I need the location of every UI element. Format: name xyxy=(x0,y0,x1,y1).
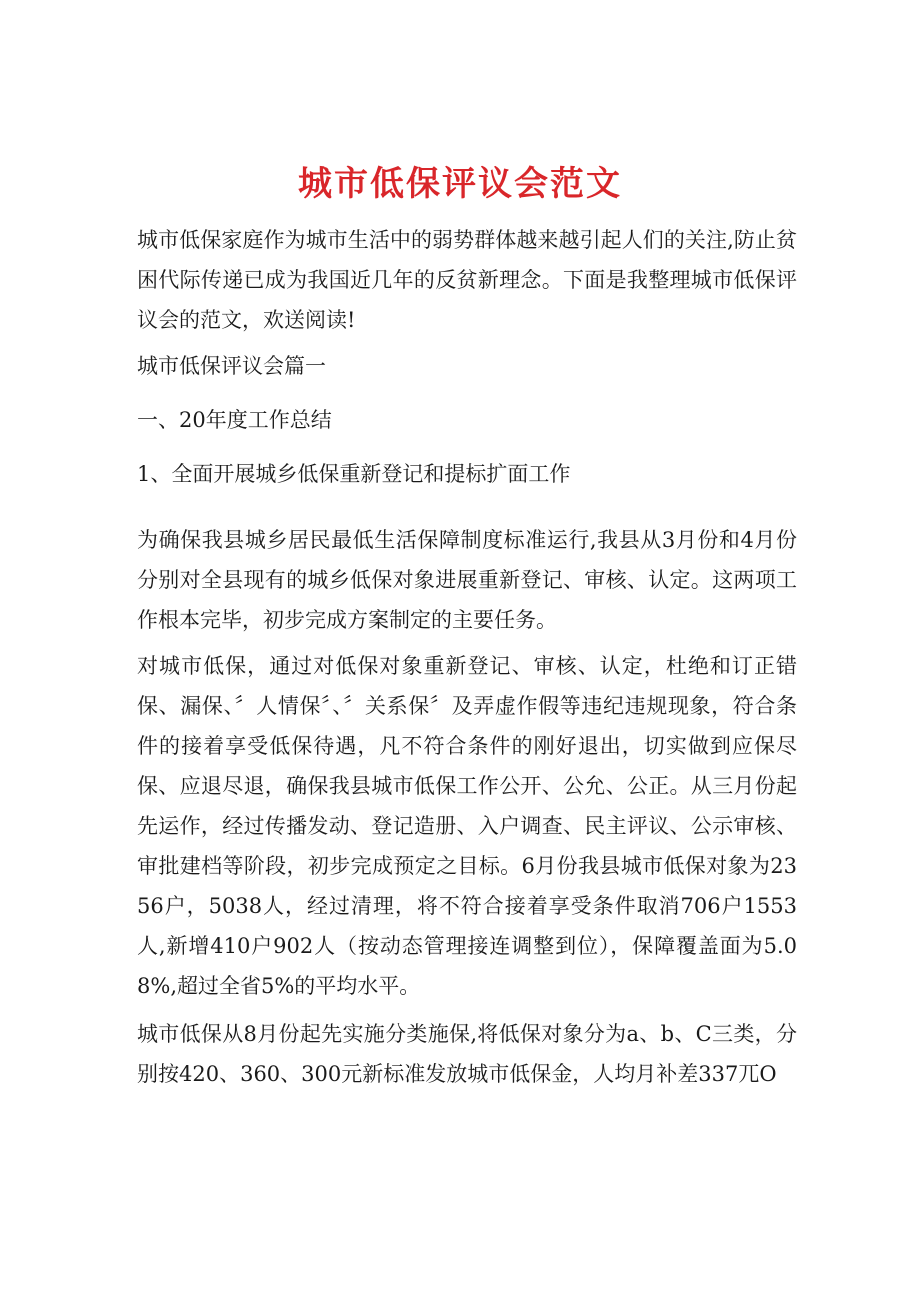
subsection-heading: 一、20年度工作总结 xyxy=(137,408,332,432)
body-paragraph: 城市低保从8月份起先实施分类施保,将低保对象分为a、b、C三类，分别按420、360、300元新标准发放城市低保金，人均月补差337兀O xyxy=(137,1022,797,1086)
body-paragraph: 为确保我县城乡居民最低生活保障制度标准运行,我县从3月份和4月份分别对全县现有的城乡低保对象进展重新登记、审核、认定。这两项工作根本完毕，初步完成方案制定的主要任务。 xyxy=(137,528,797,632)
body-paragraph: 对城市低保，通过对低保对象重新登记、审核、认定，杜绝和订正错保、漏保、〞人情保〞、〞关系保〞及弄虚作假等违纪违规现象，符合条件的接着享受低保待遇，凡不符合条件的刚好退出，切实做到应保尽保、应退尽退，确保我县城市低保工作公开、公允、公正。从三月份起先运作，经过传播发动、登记造册、入户调查、民主评议、公示审核、审批建档等阶段，初步完成预定之目标。6月份我县城市低保对象为2356户，5038人，经过清理，将不符合接着享受条件取消706户1553人,新增410户902人（按动态管理接连调整到位），保障覆盖面为5.08%,超过全省5%的平均水平。 xyxy=(137,654,797,998)
intro-paragraph: 城市低保家庭作为城市生活中的弱势群体越来越引起人们的关注,防止贫困代际传递已成为我国近几年的反贫新理念。下面是我整理城市低保评议会的范文，欢送阅读! xyxy=(137,228,797,332)
section-heading: 城市低保评议会篇一 xyxy=(137,354,326,378)
document-body xyxy=(137,220,797,1094)
document-title: 城市低保评议会范文 xyxy=(298,163,622,204)
item-heading: 1、全面开展城乡低保重新登记和提标扩面工作 xyxy=(137,462,571,486)
